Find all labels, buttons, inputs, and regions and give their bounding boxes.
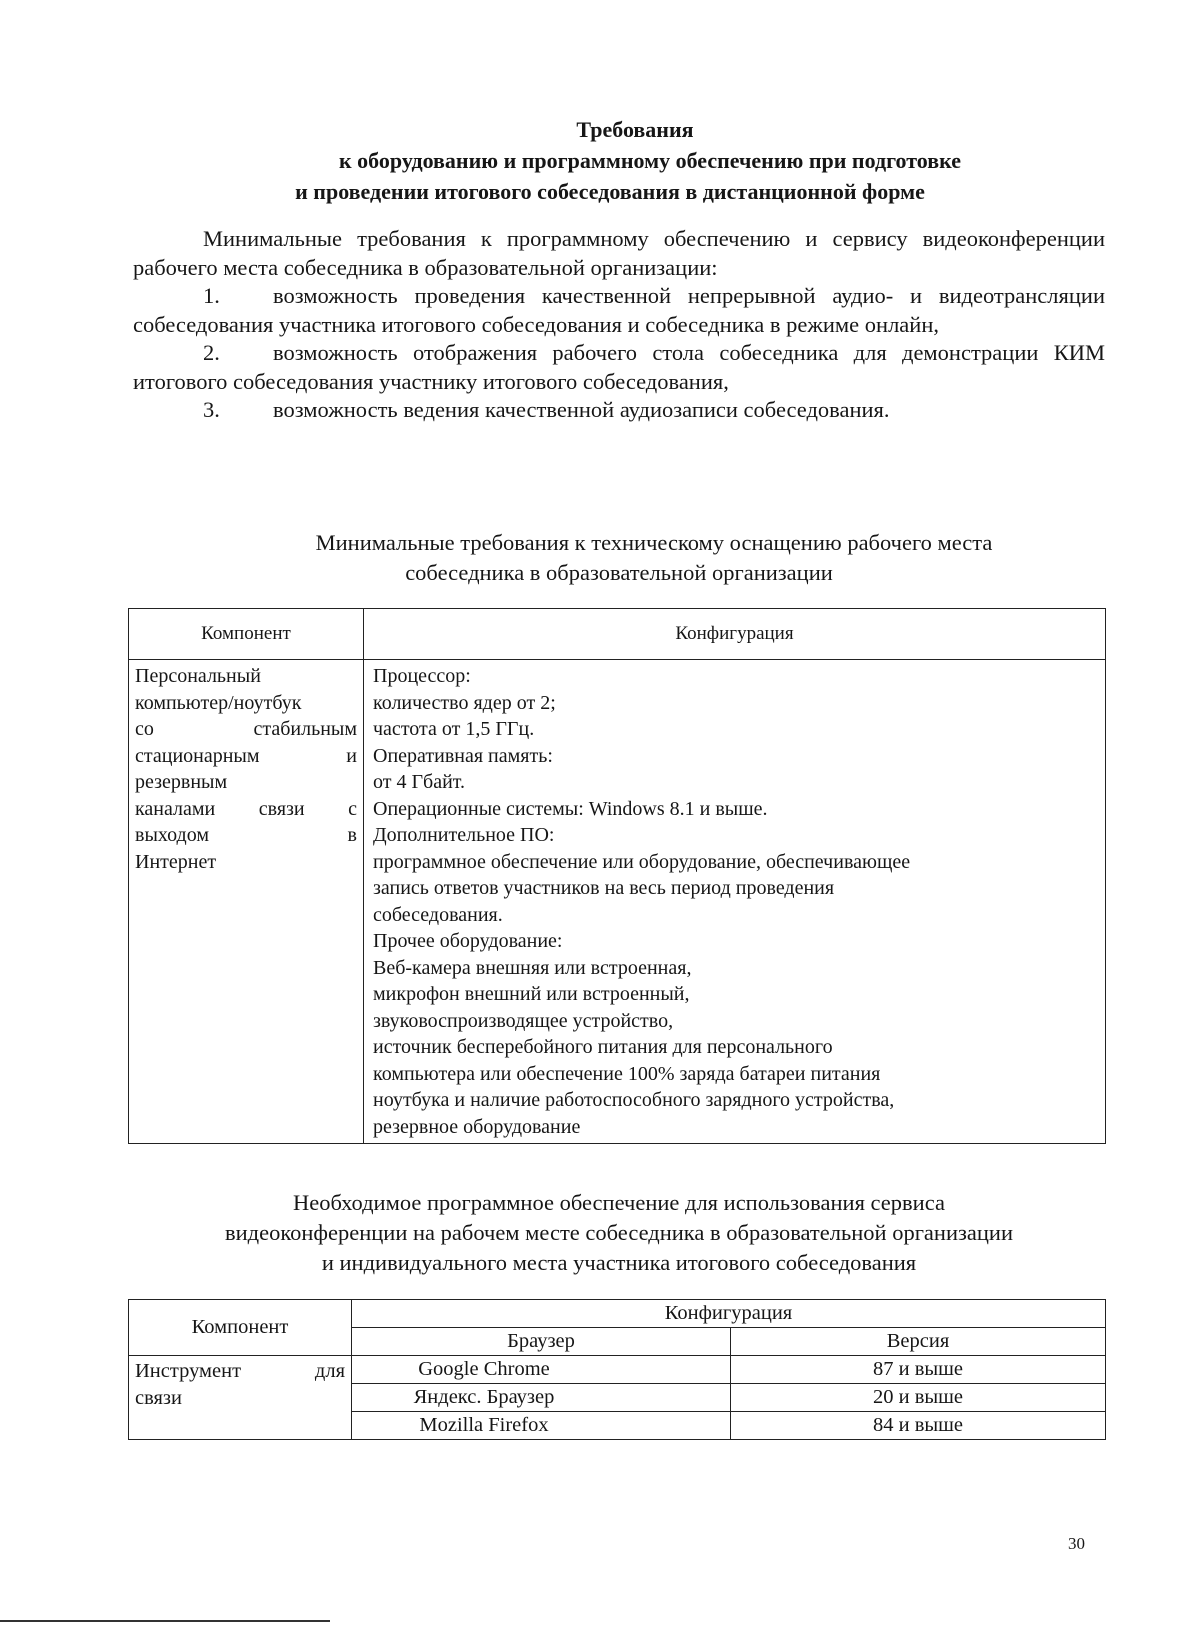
section-heading-software	[133, 1188, 1105, 1278]
config-line: собеседования.	[373, 903, 503, 926]
software-requirements-table	[128, 1299, 1106, 1440]
header-configuration: Конфигурация	[352, 1300, 1106, 1328]
component-line: Инструмент для	[135, 1360, 345, 1382]
section-heading-hardware	[133, 528, 1105, 588]
component-line: со стабильным	[135, 718, 357, 740]
list-item	[133, 396, 1105, 425]
list-item-text: возможность проведения качественной непрерывной аудио- и видеотрансляции собеседования участника итогового собеседования и собеседника в режиме онлайн,	[133, 283, 1105, 337]
config-line: компьютера или обеспечение 100% заряда батареи питания	[373, 1062, 881, 1085]
section-heading-line: Минимальные требования к техническому оснащению рабочего места	[315, 530, 993, 555]
version-cell: 84 и выше	[731, 1412, 1106, 1440]
table-row	[129, 1356, 1106, 1384]
list-item-text: возможность ведения качественной аудиозаписи собеседования.	[273, 397, 890, 422]
config-line: Оперативная память:	[373, 744, 553, 767]
config-line: количество ядер от 2;	[373, 691, 556, 714]
table-header-row	[129, 1300, 1106, 1328]
section-heading-line: Необходимое программное обеспечение для использования сервиса	[293, 1190, 945, 1215]
header-configuration: Конфигурация	[364, 609, 1106, 660]
config-line: Операционные системы: Windows 8.1 и выше.	[373, 797, 768, 820]
requirements-text	[133, 225, 1105, 425]
config-line: программное обеспечение или оборудование, обеспечивающее	[373, 850, 911, 873]
header-browser: Браузер	[352, 1328, 731, 1356]
table-row	[129, 660, 1106, 1144]
table-header-row	[129, 609, 1106, 660]
list-item	[133, 339, 1105, 396]
component-line: связи	[135, 1387, 183, 1409]
version-cell: 20 и выше	[731, 1384, 1106, 1412]
config-line: ноутбука и наличие работоспособного зарядного устройства,	[373, 1089, 895, 1111]
component-line: выходом в	[135, 824, 357, 846]
section-heading-line: собеседника в образовательной организации	[405, 560, 833, 585]
header-component: Компонент	[129, 1300, 352, 1356]
document-title	[130, 114, 1120, 207]
version-cell: 87 и выше	[731, 1356, 1106, 1384]
config-line: звуковоспроизводящее устройство,	[373, 1009, 674, 1032]
section-heading-line: видеоконференции на рабочем месте собеседника в образовательной организации	[224, 1220, 1013, 1245]
header-version: Версия	[731, 1328, 1106, 1356]
component-line: стационарным и	[135, 744, 357, 767]
config-line: от 4 Гбайт.	[373, 771, 466, 793]
config-line: Процессор:	[373, 665, 471, 687]
config-line: Дополнительное ПО:	[373, 824, 555, 846]
config-line: Прочее оборудование:	[373, 930, 563, 952]
config-line: микрофон внешний или встроенный,	[373, 983, 690, 1005]
component-line: компьютер/ноутбук	[135, 691, 302, 714]
list-item-number: 2.	[203, 340, 220, 365]
page-number: 30	[1068, 1534, 1085, 1553]
header-component: Компонент	[129, 609, 364, 660]
config-line: резервное оборудование	[373, 1115, 581, 1138]
scan-artifact-divider	[0, 1620, 330, 1622]
configuration-cell	[364, 660, 1106, 1144]
section-heading-line: и индивидуального места участника итогового собеседования	[321, 1250, 917, 1275]
browser-cell: Mozilla Firefox	[352, 1412, 731, 1440]
intro-paragraph: Минимальные требования к программному обеспечению и сервису видеоконференции рабочего места собеседника в образовательной организации:	[133, 226, 1105, 280]
list-item	[133, 282, 1105, 339]
list-item-text: возможность отображения рабочего стола собеседника для демонстрации КИМ итогового собеседования участнику итогового собеседования,	[133, 340, 1105, 394]
config-line: Веб-камера внешняя или встроенная,	[373, 956, 692, 979]
browser-cell: Google Chrome	[352, 1356, 731, 1384]
title-line-3: и проведении итогового собеседования в дистанционной форме	[295, 179, 925, 204]
title-line-1: Требования	[576, 117, 694, 142]
component-line: Интернет	[135, 850, 217, 873]
config-line: частота от 1,5 ГГц.	[373, 718, 535, 740]
browser-cell: Яндекс. Браузер	[352, 1384, 731, 1412]
component-cell	[129, 1356, 352, 1440]
component-line: резервным	[135, 771, 228, 793]
list-item-number: 3.	[203, 397, 220, 422]
component-line: каналами связи с	[135, 797, 357, 820]
component-line: Персональный	[135, 665, 261, 687]
list-item-number: 1.	[203, 283, 220, 308]
component-cell	[129, 660, 364, 1144]
config-line: запись ответов участников на весь период проведения	[373, 877, 835, 899]
title-line-2: к оборудованию и программному обеспечению при подготовке	[339, 148, 961, 173]
hardware-requirements-table	[128, 608, 1106, 1144]
config-line: источник бесперебойного питания для персонального	[373, 1036, 833, 1058]
